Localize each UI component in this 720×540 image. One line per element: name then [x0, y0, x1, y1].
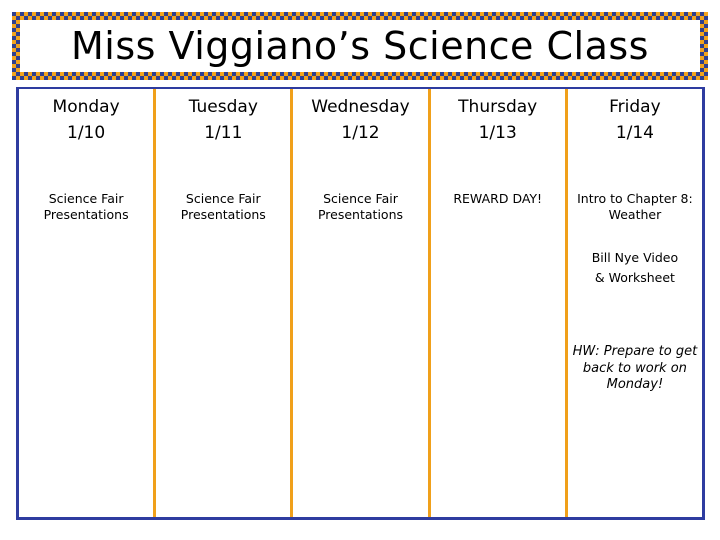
- day-date: 1/11: [204, 123, 243, 143]
- day-agenda: [570, 191, 700, 394]
- day-column-wednesday: [293, 89, 430, 517]
- day-date: 1/14: [615, 123, 654, 143]
- day-date: 1/12: [341, 123, 380, 143]
- day-header: [156, 94, 290, 146]
- agenda-entry: Science Fair Presentations: [180, 191, 266, 222]
- agenda-entry: Science Fair Presentations: [43, 191, 129, 222]
- weekly-calendar: [16, 87, 705, 520]
- video-assignment: [570, 248, 700, 288]
- day-header: [431, 94, 565, 146]
- day-header: [293, 94, 427, 146]
- agenda-entry: Science Fair Presentations: [317, 191, 404, 222]
- day-agenda: [295, 191, 425, 223]
- agenda-entry: Intro to Chapter 8: Weather: [577, 191, 693, 222]
- day-name: Monday: [52, 97, 120, 117]
- day-header: [568, 94, 702, 146]
- day-date: 1/13: [478, 123, 517, 143]
- day-name: Friday: [609, 97, 661, 117]
- day-name: Tuesday: [188, 97, 258, 117]
- page-title: Miss Viggiano’s Science Class: [71, 24, 649, 68]
- agenda-entry: REWARD DAY!: [453, 191, 543, 206]
- day-column-tuesday: [156, 89, 293, 517]
- title-banner: [12, 12, 708, 80]
- day-name: Thursday: [458, 97, 538, 117]
- day-header: [19, 94, 153, 146]
- title-box: [20, 20, 700, 72]
- day-date: 1/10: [67, 123, 106, 143]
- day-column-friday: [568, 89, 702, 517]
- worksheet-line: & Worksheet: [594, 270, 675, 285]
- day-column-monday: [19, 89, 156, 517]
- day-agenda: [158, 191, 288, 223]
- day-agenda: [21, 191, 151, 223]
- homework-note: HW: Prepare to get back to work on Monday!: [572, 344, 698, 392]
- video-line: Bill Nye Video: [591, 250, 679, 265]
- day-name: Wednesday: [311, 97, 410, 117]
- day-agenda: [433, 191, 563, 207]
- day-column-thursday: [431, 89, 568, 517]
